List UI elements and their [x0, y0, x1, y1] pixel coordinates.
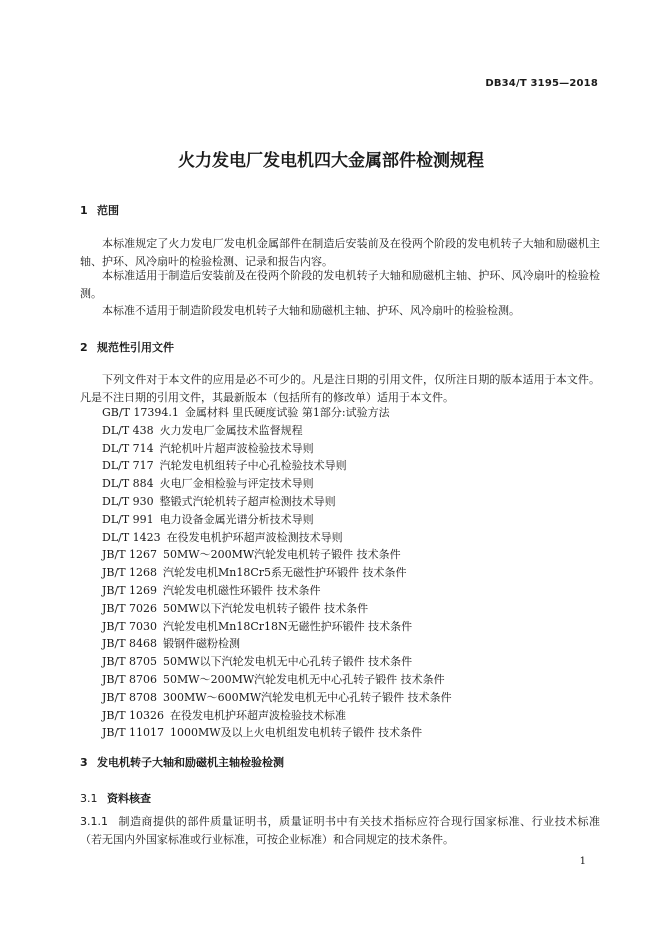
- section-number: 3: [80, 756, 88, 769]
- reference-item: [102, 707, 452, 725]
- scope-paragraph-1: 本标准规定了火力发电厂发电机金属部件在制造后安装前及在役两个阶段的发电机转子大轴和励磁机主轴、护环、风冷扇叶的检验检测、记录和报告内容。: [80, 237, 600, 268]
- reference-code: DL/T 438: [102, 423, 154, 437]
- reference-item: [102, 671, 452, 689]
- section-3-heading: [80, 754, 284, 770]
- reference-item: [102, 493, 452, 511]
- section-number: 1: [80, 204, 88, 217]
- reference-title: 金属材料 里氏硬度试验 第1部分:试验方法: [184, 406, 390, 419]
- reference-code: JB/T 1269: [102, 583, 158, 597]
- subsection-3-1-heading: [80, 790, 151, 806]
- reference-code: JB/T 7026: [102, 601, 158, 615]
- reference-item: [102, 529, 452, 547]
- scope-paragraph-3: 本标准不适用于制造阶段发电机转子大轴和励磁机主轴、护环、风冷扇叶的检验检测。: [102, 304, 520, 317]
- reference-title: 火电厂金相检验与评定技术导则: [159, 477, 314, 491]
- section-title: 发电机转子大轴和励磁机主轴检验检测: [97, 756, 284, 769]
- page-number: 1: [579, 856, 586, 867]
- reference-item: [102, 546, 452, 564]
- reference-item: [102, 422, 452, 440]
- reference-title: 汽轮机叶片超声波检验技术导则: [159, 441, 314, 455]
- reference-title: 50MW～200MW汽轮发电机无中心孔转子锻件 技术条件: [163, 672, 445, 686]
- reference-item: [102, 653, 452, 671]
- section-2-heading: [80, 339, 174, 355]
- reference-code: DL/T 884: [102, 477, 154, 491]
- reference-code: JB/T 11017: [102, 726, 165, 740]
- reference-code: DL/T 991: [102, 512, 154, 526]
- reference-item: [102, 618, 452, 636]
- reference-title: 50MW～200MW汽轮发电机转子锻件 技术条件: [163, 548, 401, 562]
- reference-code: DL/T 930: [102, 494, 154, 508]
- reference-item: [102, 404, 452, 422]
- reference-code: JB/T 7030: [102, 619, 158, 633]
- reference-item: [102, 457, 452, 475]
- reference-code: DL/T 1423: [102, 530, 161, 544]
- reference-code: DL/T 717: [102, 459, 154, 473]
- reference-item: [102, 600, 452, 618]
- reference-title: 汽轮发电机组转子中心孔检验技术导则: [159, 459, 347, 473]
- reference-title: 电力设备金属光谱分析技术导则: [159, 512, 314, 526]
- subsection-number: 3.1: [80, 792, 98, 805]
- reference-code: JB/T 10326: [102, 708, 165, 722]
- reference-title: 300MW～600MW汽轮发电机无中心孔转子锻件 技术条件: [163, 690, 452, 704]
- reference-title: 50MW以下汽轮发电机转子锻件 技术条件: [163, 601, 369, 615]
- clause-number: 3.1.1: [80, 815, 108, 828]
- reference-item: [102, 724, 452, 742]
- reference-title: 锻钢件磁粉检测: [163, 637, 241, 651]
- reference-code: JB/T 8468: [102, 637, 158, 651]
- section-title: 范围: [97, 204, 119, 217]
- reference-code: JB/T 8708: [102, 690, 158, 704]
- reference-title: 在役发电机护环超声波检测技术导则: [166, 530, 343, 544]
- reference-code: JB/T 1267: [102, 548, 158, 562]
- section-title: 规范性引用文件: [97, 341, 174, 354]
- reference-item: [102, 440, 452, 458]
- reference-title: 在役发电机护环超声波检验技术标准: [170, 708, 347, 722]
- reference-list: [102, 404, 452, 742]
- references-intro: 下列文件对于本文件的应用是必不可少的。凡是注日期的引用文件，仅所注日期的版本适用于本文件。凡是不注日期的引用文件，其最新版本（包括所有的修改单）适用于本文件。: [80, 373, 600, 404]
- clause-text: 制造商提供的部件质量证明书，质量证明书中有关技术指标应符合现行国家标准、行业技术标准（若无国内外国家标准或行业标准，可按企业标准）和合同规定的技术条件。: [80, 815, 600, 846]
- reference-code: GB/T 17394.1: [102, 406, 179, 419]
- reference-code: JB/T 8705: [102, 655, 158, 669]
- reference-title: 火力发电厂金属技术监督规程: [159, 423, 303, 437]
- scope-paragraph-2: 本标准适用于制造后安装前及在役两个阶段的发电机转子大轴和励磁机主轴、护环、风冷扇叶的检验检测。: [80, 269, 600, 300]
- reference-title: 1000MW及以上火电机组发电机转子锻件 技术条件: [170, 726, 423, 740]
- reference-item: [102, 582, 452, 600]
- reference-item: [102, 511, 452, 529]
- subsection-title: 资料核查: [107, 792, 151, 805]
- reference-code: JB/T 1268: [102, 566, 158, 580]
- reference-title: 50MW以下汽轮发电机无中心孔转子锻件 技术条件: [163, 655, 413, 669]
- reference-code: DL/T 714: [102, 441, 154, 455]
- section-1-heading: [80, 202, 119, 218]
- reference-title: 汽轮发电机Mn18Cr5系无磁性护环锻件 技术条件: [163, 566, 407, 580]
- clause-3-1-1: [80, 813, 600, 849]
- reference-title: 汽轮发电机磁性环锻件 技术条件: [163, 583, 321, 597]
- reference-item: [102, 564, 452, 582]
- reference-item: [102, 475, 452, 493]
- standard-code: DB34/T 3195—2018: [485, 78, 598, 89]
- reference-code: JB/T 8706: [102, 672, 158, 686]
- reference-title: 汽轮发电机Mn18Cr18N无磁性护环锻件 技术条件: [163, 619, 413, 633]
- reference-item: [102, 689, 452, 707]
- reference-title: 整锻式汽轮机转子超声检测技术导则: [159, 494, 336, 508]
- document-title: 火力发电厂发电机四大金属部件检测规程: [178, 151, 484, 171]
- section-number: 2: [80, 341, 88, 354]
- reference-item: [102, 635, 452, 653]
